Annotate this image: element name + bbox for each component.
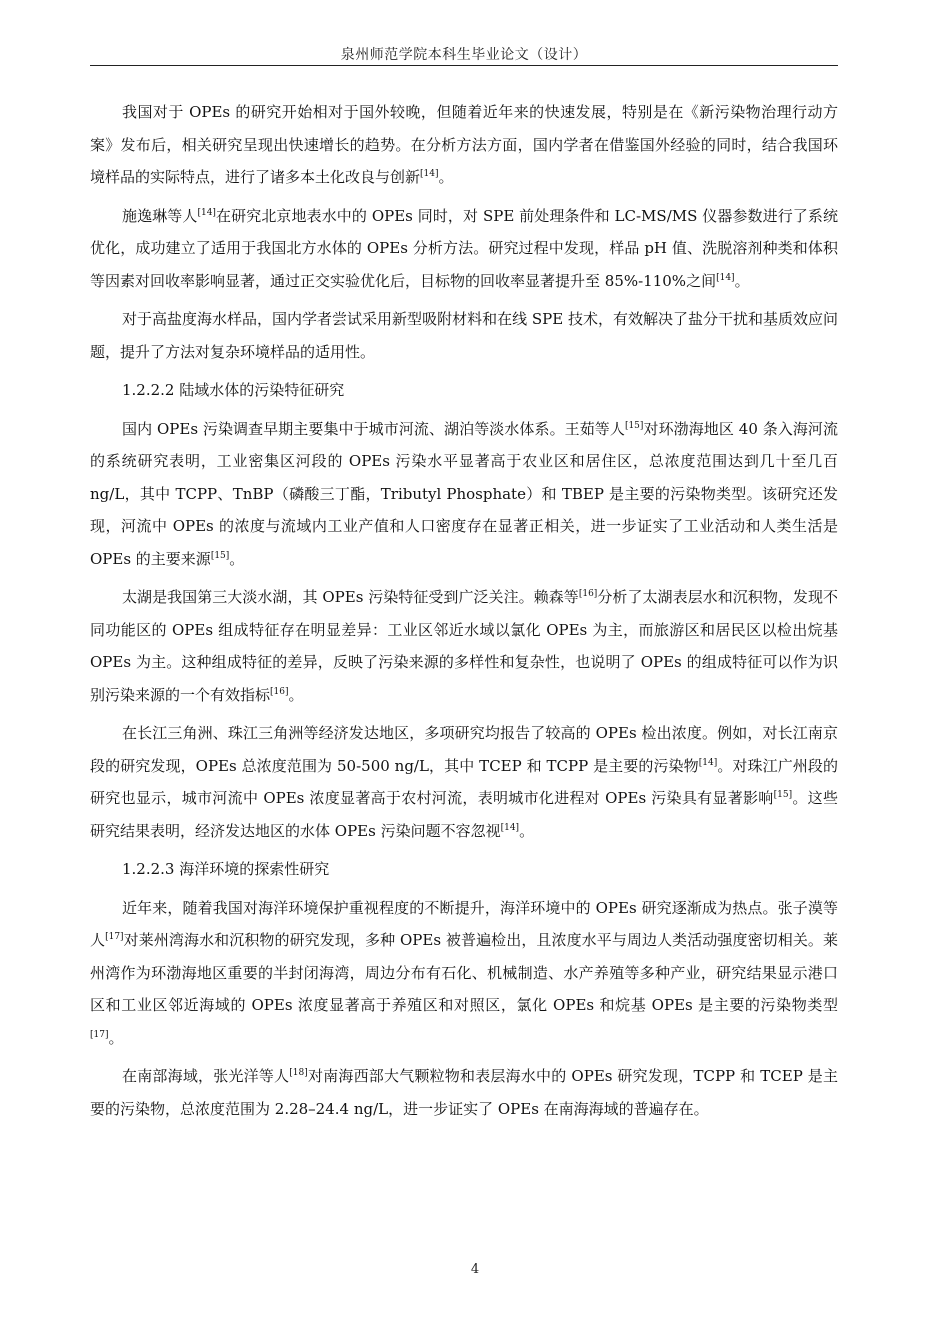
citation: [14] bbox=[698, 757, 718, 768]
page-body bbox=[90, 96, 838, 1131]
paragraph-shi-yilin-method: 施逸琳等人[14]在研究北京地表水中的 OPEs 同时，对 SPE 前处理条件和 LC-MS/MS 仪器参数进行了系统优化，成功建立了适用于我国北方水体的 OPEs 分析方法。研究过程中发现，样品 pH 值、洗脱溶剂种类和体积等因素对回收率影响显著，通过正交实验优化后，目标物的回收率显著提升至 85%-110%之间[14]。 bbox=[90, 206, 838, 290]
header-rule bbox=[90, 65, 838, 66]
paragraph-seawater-samples: 对于高盐度海水样品，国内学者尝试采用新型吸附材料和在线 SPE 技术，有效解决了盐分干扰和基质效应问题，提升了方法对复杂环境样品的适用性。 bbox=[90, 310, 838, 361]
page-number: 4 bbox=[470, 1262, 480, 1277]
paragraph-bohai-rivers: 国内 OPEs 污染调查早期主要集中于城市河流、湖泊等淡水体系。王茹等人[15]对环渤海地区 40 条入海河流的系统研究表明，工业密集区河段的 OPEs 污染水平显著高于农业区和居住区，总浓度范围达到几十至几百 ng/L，其中 TCPP、TnBP（磷酸三丁酯，Tributyl Phosphate）和 TBEP 是主要的污染物类型。该研究还发现，河流中 OPEs 的浓度与流域内工业产值和人口密度存在显著正相关，进一步证实了工业活动和人类生活是 OPEs 的主要来源[15]。 bbox=[90, 419, 839, 568]
citation: [14] bbox=[500, 822, 520, 833]
paragraph-river-deltas: 在长江三角洲、珠江三角洲等经济发达地区，多项研究均报告了较高的 OPEs 检出浓度。例如，对长江南京段的研究发现，OPEs 总浓度范围为 50-500 ng/L，其中 TCEP 和 TCPP 是主要的污染物[14]。对珠江广州段的研究也显示，城市河流中 OPEs 浓度显著高于农村河流，表明城市化进程对 OPEs 污染具有显著影响[15]。这些研究结果表明，经济发达地区的水体 OPEs 污染问题不容忽视[14]。 bbox=[90, 724, 838, 840]
citation: [15] bbox=[210, 550, 230, 561]
paragraph-domestic-research-overview: 我国对于 OPEs 的研究开始相对于国外较晚，但随着近年来的快速发展，特别是在《新污染物治理行动方案》发布后，相关研究呈现出快速增长的趋势。在分析方法方面，国内学者在借鉴国外经验的同时，结合我国环境样品的实际特点，进行了诸多本土化改良与创新[14]。 bbox=[90, 103, 838, 186]
citation: [14] bbox=[716, 272, 735, 283]
running-header: 泉州师范学院本科生毕业论文（设计） bbox=[340, 47, 588, 63]
citation: [16] bbox=[578, 589, 598, 599]
citation: [14] bbox=[420, 169, 439, 179]
citation: [15] bbox=[773, 790, 793, 800]
citation: [18] bbox=[289, 1068, 308, 1078]
citation: [14] bbox=[197, 207, 216, 218]
citation: [17] bbox=[90, 1029, 109, 1040]
citation: [17] bbox=[105, 932, 124, 942]
paragraph-south-china-sea: 在南部海域，张光洋等人[18]对南海西部大气颗粒物和表层海水中的 OPEs 研究发现，TCPP 和 TCEP 是主要的污染物，总浓度范围为 2.28–24.4 ng/L，进一步证实了 OPEs 在南海海域的普遍存在。 bbox=[90, 1067, 838, 1118]
paragraph-taihu-lake: 太湖是我国第三大淡水湖，其 OPEs 污染特征受到广泛关注。赖森等[16]分析了太湖表层水和沉积物，发现不同功能区的 OPEs 组成特征存在明显差异：工业区邻近水域以氯化 OPEs 为主，而旅游区和居民区以检出烷基 OPEs 为主。这种组成特征的差异，反映了污染来源的多样性和复杂性，也说明了 OPEs 的组成特征可以作为识别污染来源的一个有效指标[16]。 bbox=[90, 588, 838, 704]
section-heading-1-2-2-3: 1.2.2.3 海洋环境的探索性研究 bbox=[122, 860, 330, 878]
citation: [16] bbox=[270, 686, 289, 697]
paragraph-laizhou-bay: 近年来，随着我国对海洋环境保护重视程度的不断提升，海洋环境中的 OPEs 研究逐渐成为热点。张子漠等人[17]对莱州湾海水和沉积物的研究发现，多种 OPEs 被普遍检出，且浓度水平与周边人类活动强度密切相关。莱州湾作为环渤海地区重要的半封闭海湾，周边分布有石化、机械制造、水产养殖等多种产业，研究结果显示港口区和工业区邻近海域的 OPEs 浓度显著高于养殖区和对照区，氯化 OPEs 和烷基 OPEs 是主要的污染物类型[17]。 bbox=[90, 898, 838, 1047]
section-heading-1-2-2-2: 1.2.2.2 陆域水体的污染特征研究 bbox=[122, 381, 345, 399]
citation: [15] bbox=[624, 420, 644, 431]
